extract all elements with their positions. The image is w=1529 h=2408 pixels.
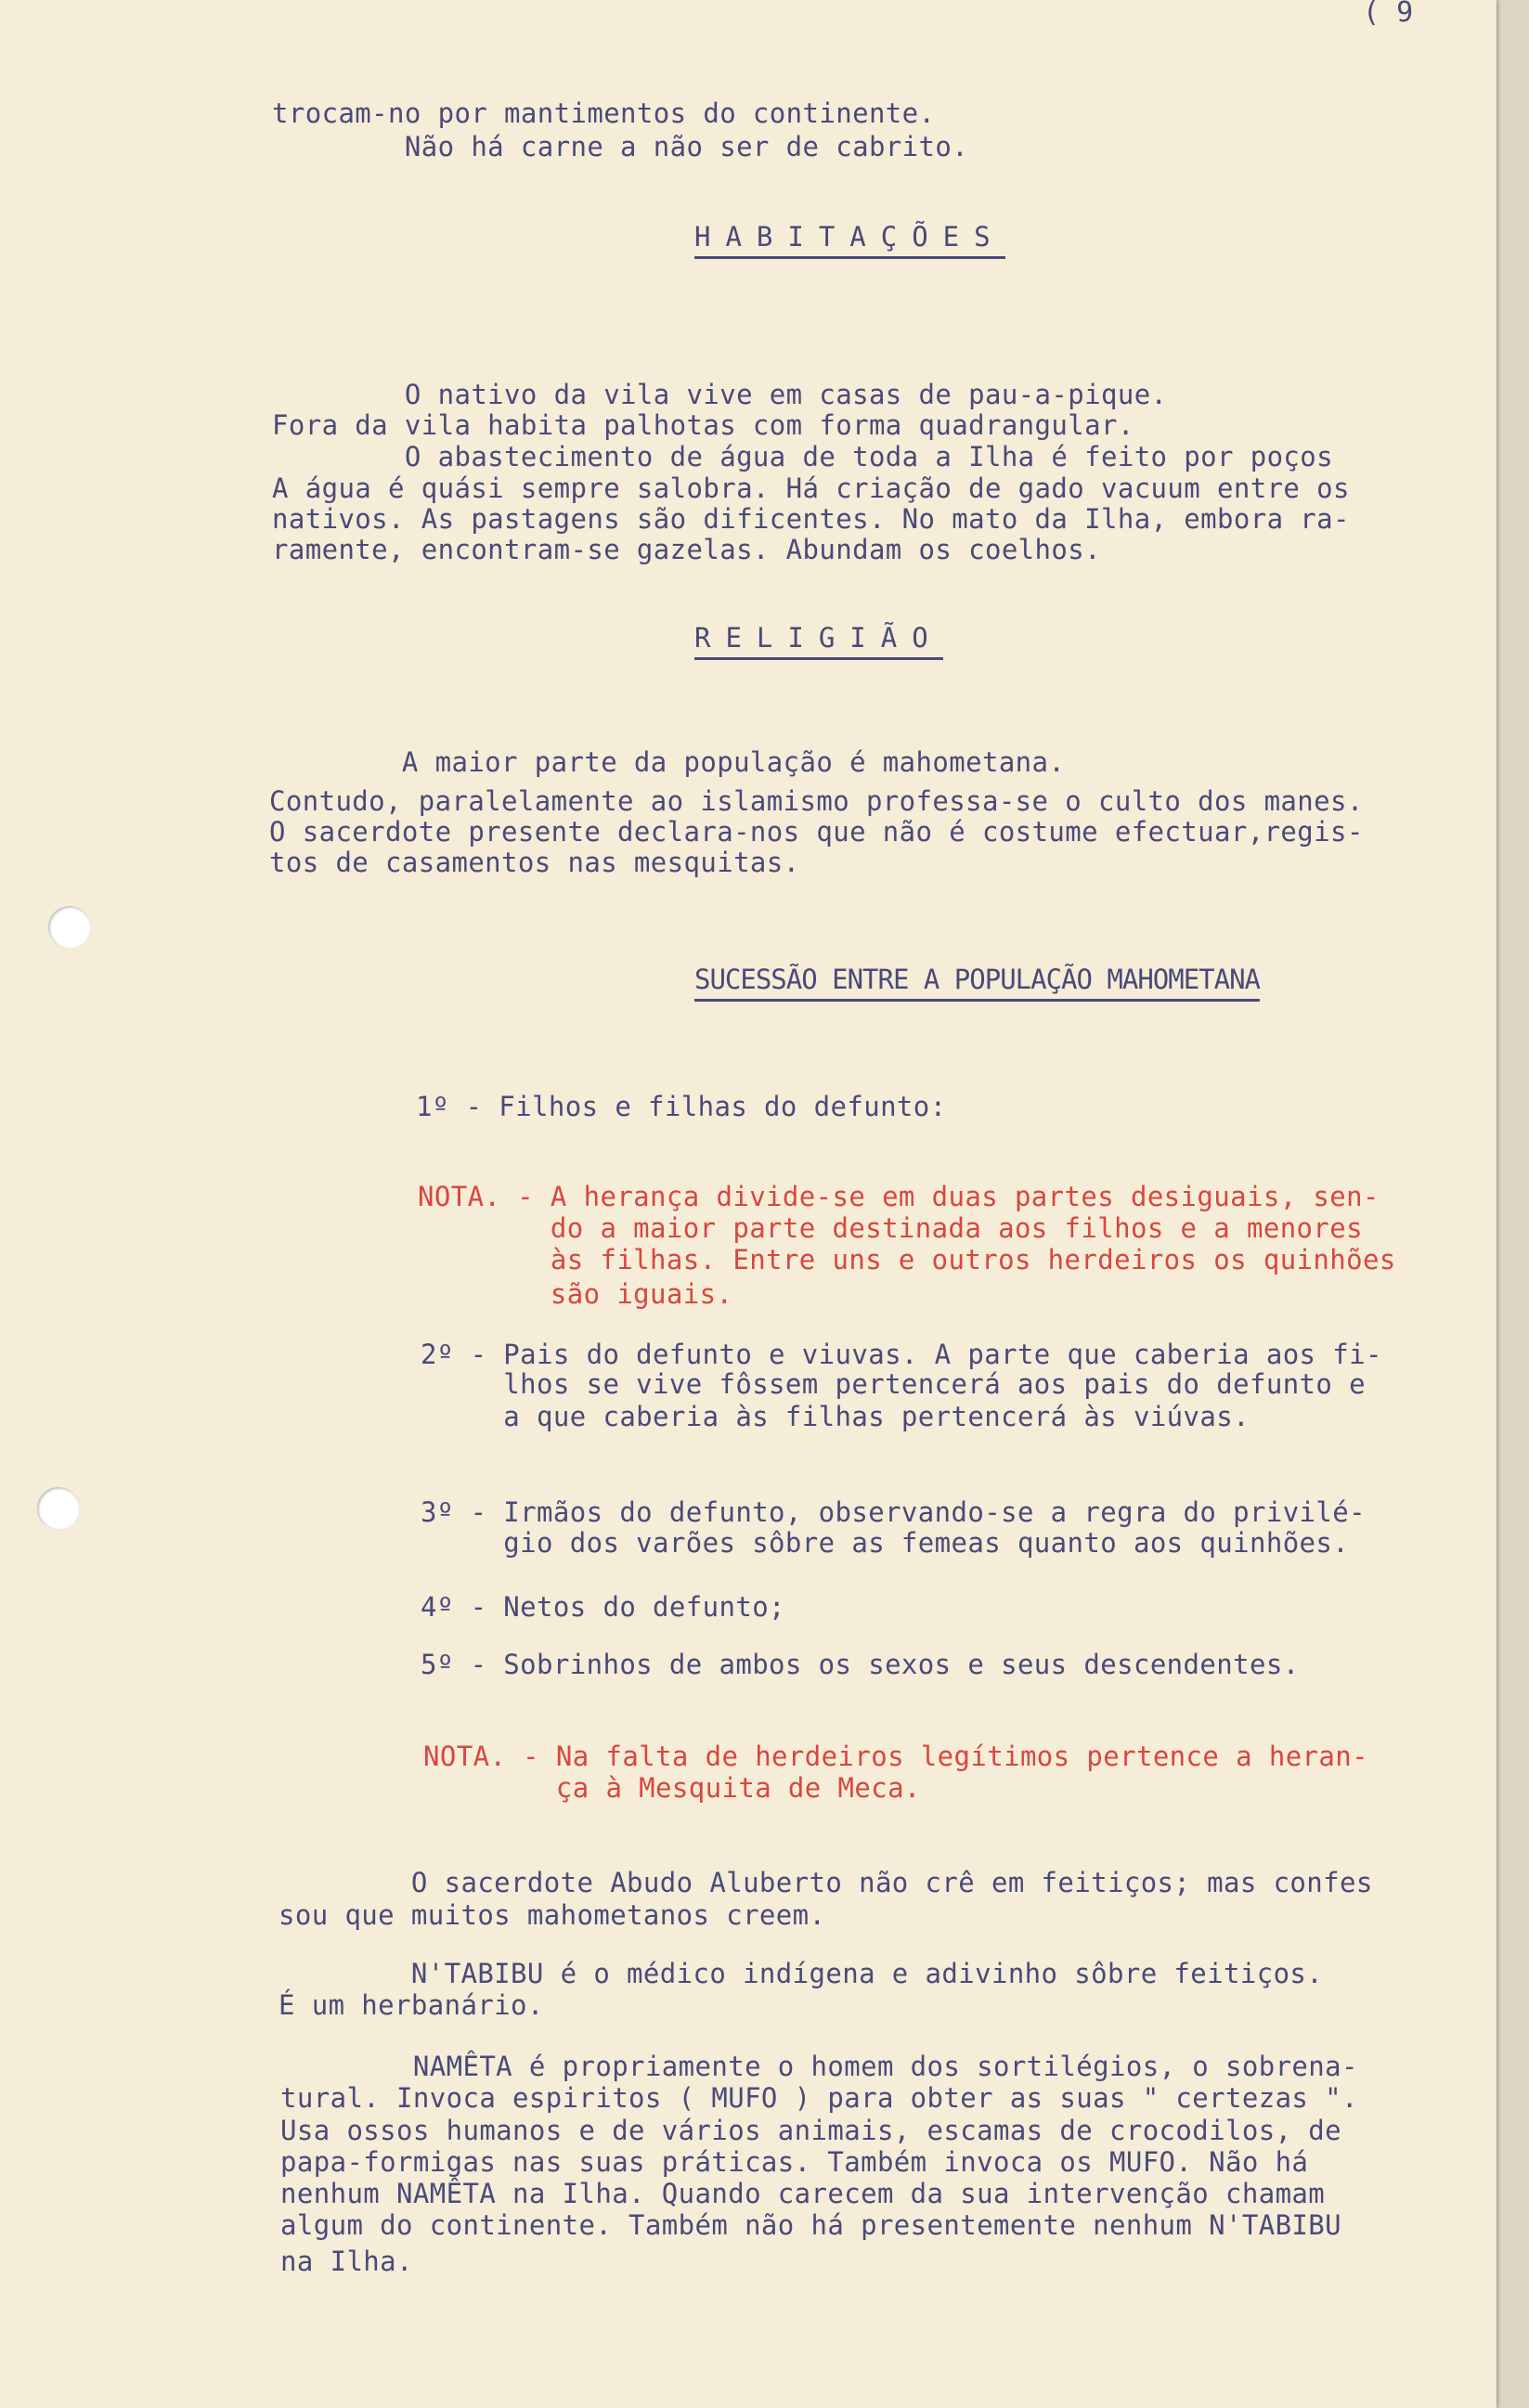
succession-item-2-line: 2º - Pais do defunto e viuvas. A parte que caberia aos fi- <box>421 1339 1382 1370</box>
paragraph-nameta-line: Usa ossos humanos e de vários animais, escamas de crocodilos, de <box>280 2115 1342 2146</box>
succession-item-4: 4º - Netos do defunto; <box>421 1591 785 1623</box>
habitacoes-line: Fora da vila habita palhotas com forma quadrangular. <box>272 409 1134 441</box>
punch-hole-top <box>48 906 91 949</box>
paragraph-sacerdote-line: O sacerdote Abudo Aluberto não crê em feitiços; mas confes <box>279 1867 1373 1898</box>
paragraph-nameta-line: algum do continente. Também não há presentemente nenhum N'TABIBU <box>280 2209 1342 2241</box>
punch-hole-bottom <box>37 1487 80 1530</box>
succession-item-3-line: 3º - Irmãos do defunto, observando-se a regra do privilé- <box>421 1496 1366 1528</box>
paragraph-nameta-line: papa-formigas nas suas práticas. Também invoca os MUFO. Não há <box>280 2146 1309 2178</box>
note-1-line: às filhas. Entre uns e outros herdeiros os quinhões <box>418 1244 1396 1275</box>
section-heading-habitacoes: HABITAÇÕES <box>694 221 1005 259</box>
habitacoes-line: A água é quási sempre salobra. Há criação de gado vacuum entre os <box>272 473 1350 504</box>
note-1-line: NOTA. - A herança divide-se em duas partes desiguais, sen- <box>418 1181 1380 1212</box>
succession-item-1: 1º - Filhos e filhas do defunto: <box>416 1091 947 1122</box>
section-heading-sucessao: SUCESSÃO ENTRE A POPULAÇÃO MAHOMETANA <box>694 964 1260 1002</box>
habitacoes-line: nativos. As pastagens são dificentes. No mato da Ilha, embora ra- <box>272 503 1350 535</box>
religiao-line: A maior parte da população é mahometana. <box>269 746 1066 778</box>
religiao-line: Contudo, paralelamente ao islamismo professa-se o culto dos manes. <box>269 785 1364 817</box>
succession-item-2-line: lhos se vive fôssem pertencerá aos pais do defunto e <box>421 1368 1366 1400</box>
religiao-line: O sacerdote presente declara-nos que não é costume efectuar,regis- <box>269 816 1364 848</box>
paragraph-nameta-line: NAMÊTA é propriamente o homem dos sortilégios, o sobrena- <box>280 2051 1358 2082</box>
note-1-line: são iguais. <box>418 1278 733 1310</box>
paragraph-ntabibu-line: N'TABIBU é o médico indígena e adivinho sôbre feitiços. <box>279 1958 1324 1989</box>
note-1-line: do a maior parte destinada aos filhos e a menores <box>418 1212 1363 1244</box>
note-2-line: NOTA. - Na falta de herdeiros legítimos pertence a heran- <box>423 1741 1368 1772</box>
paragraph-nameta-line: na Ilha. <box>280 2246 413 2277</box>
note-2-line: ça à Mesquita de Meca. <box>423 1772 921 1804</box>
paragraph-nameta-line: tural. Invoca espiritos ( MUFO ) para obter as suas " certezas ". <box>280 2082 1358 2114</box>
paragraph-ntabibu-line: É um herbanário. <box>279 1989 544 2021</box>
habitacoes-line: ramente, encontram-se gazelas. Abundam os coelhos. <box>272 534 1101 565</box>
paragraph-nameta-line: nenhum NAMÊTA na Ilha. Quando carecem da sua intervenção chamam <box>280 2178 1326 2209</box>
continuation-line-1: trocam-no por mantimentos do continente. <box>272 97 936 129</box>
habitacoes-line: O nativo da vila vive em casas de pau-a-pique. <box>272 379 1168 410</box>
section-heading-religiao: RELIGIÃO <box>694 622 943 660</box>
continuation-line-2: Não há carne a não ser de cabrito. <box>272 131 969 162</box>
succession-item-5: 5º - Sobrinhos de ambos os sexos e seus descendentes. <box>421 1649 1300 1680</box>
succession-item-2-line: a que caberia às filhas pertencerá às viúvas. <box>421 1401 1250 1432</box>
religiao-line: tos de casamentos nas mesquitas. <box>269 847 800 878</box>
paragraph-sacerdote-line: sou que muitos mahometanos creem. <box>279 1899 826 1931</box>
page-number: ( 9 <box>1363 0 1414 29</box>
succession-item-3-line: gio dos varões sôbre as femeas quanto aos quinhões. <box>421 1527 1350 1559</box>
habitacoes-line: O abastecimento de água de toda a Ilha é feito por poços <box>272 441 1334 473</box>
